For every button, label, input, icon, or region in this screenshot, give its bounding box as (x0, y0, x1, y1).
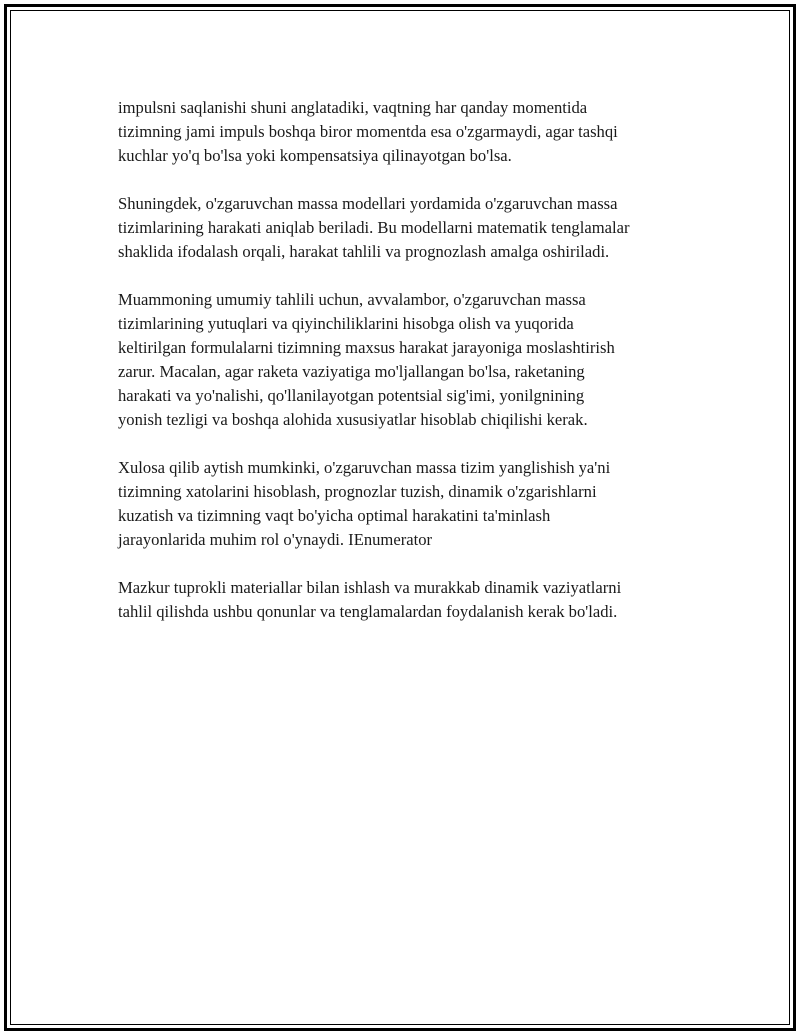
paragraph-line: Shuningdek, o'zgaruvchan massa modellari yordamida o'zgaruvchan massa (118, 194, 618, 213)
paragraph-4 (118, 456, 718, 552)
paragraph-line: impulsni saqlanishi shuni anglatadiki, vaqtning har qanday momentida (118, 98, 588, 117)
paragraph-line: tizimning jami impuls boshqa biror momentda esa o'zgarmaydi, agar tashqi (118, 122, 618, 141)
document-page (4, 4, 796, 1031)
document-body (118, 96, 718, 648)
paragraph-5 (118, 576, 718, 624)
paragraph-line: Xulosa qilib aytish mumkinki, o'zgaruvchan massa tizim yanglishish ya'ni (118, 458, 611, 477)
paragraph-2 (118, 192, 718, 264)
paragraph-line: jarayonlarida muhim rol o'ynaydi. IEnumerator (118, 530, 433, 549)
paragraph-line: yonish tezligi va boshqa alohida xususiyatlar hisoblab chiqilishi kerak. (118, 410, 588, 429)
paragraph-line: Muammoning umumiy tahlili uchun, avvalambor, o'zgaruvchan massa (118, 290, 586, 309)
paragraph-line: kuzatish va tizimning vaqt bo'yicha optimal harakatini ta'minlash (118, 506, 551, 525)
paragraph-line: zarur. Macalan, agar raketa vaziyatiga mo'ljallangan bo'lsa, raketaning (118, 362, 585, 381)
paragraph-line: keltirilgan formulalarni tizimning maxsus harakat jarayoniga moslashtirish (118, 338, 615, 357)
paragraph-line: tizimlarining harakati aniqlab beriladi. Bu modellarni matematik tenglamalar (118, 218, 630, 237)
paragraph-line: shaklida ifodalash orqali, harakat tahlili va prognozlash amalga oshiriladi. (118, 242, 610, 261)
paragraph-line: Mazkur tuprokli materiallar bilan ishlash va murakkab dinamik vaziyatlarni (118, 578, 622, 597)
paragraph-line: harakati va yo'nalishi, qo'llanilayotgan potentsial sig'imi, yonilgnining (118, 386, 585, 405)
paragraph-line: tahlil qilishda ushbu qonunlar va tenglamalardan foydalanish kerak bo'ladi. (118, 602, 618, 621)
paragraph-1 (118, 96, 718, 168)
paragraph-line: kuchlar yo'q bo'lsa yoki kompensatsiya qilinayotgan bo'lsa. (118, 146, 512, 165)
paragraph-3 (118, 288, 718, 432)
paragraph-line: tizimning xatolarini hisoblash, prognozlar tuzish, dinamik o'zgarishlarni (118, 482, 597, 501)
paragraph-line: tizimlarining yutuqlari va qiyinchiliklarini hisobga olish va yuqorida (118, 314, 574, 333)
